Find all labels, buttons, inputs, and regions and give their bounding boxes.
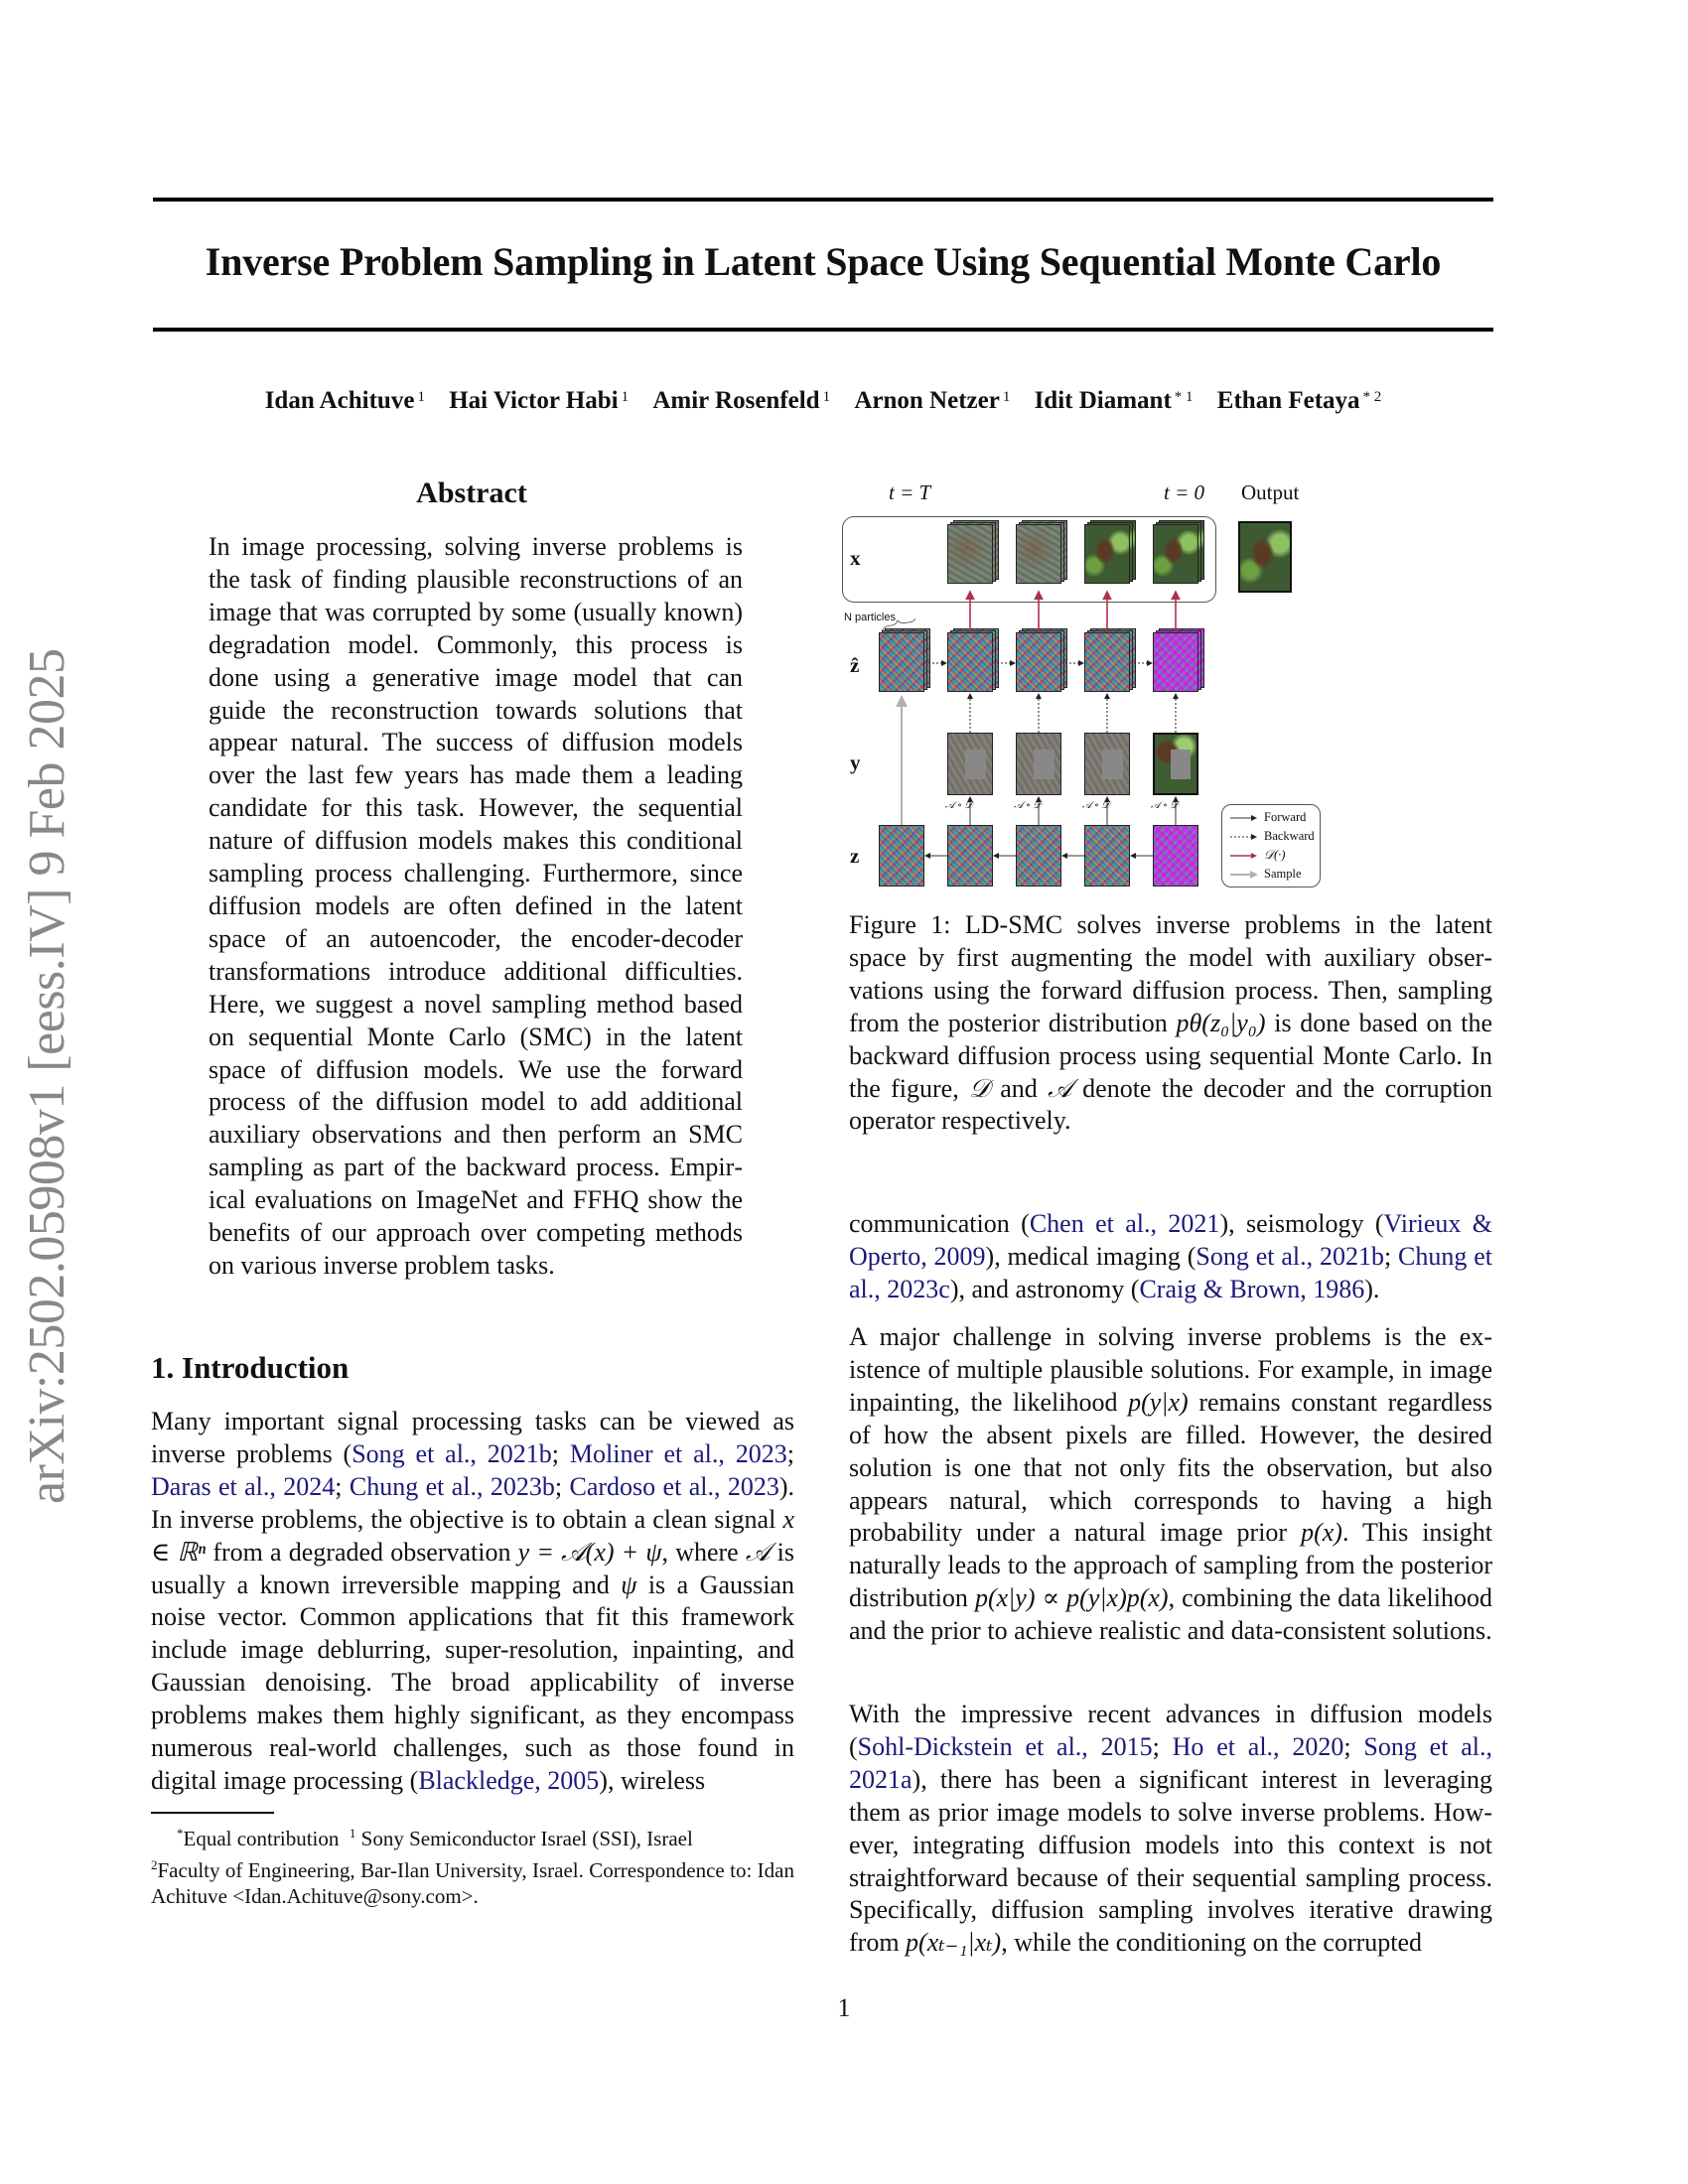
footnote-rule [151, 1812, 274, 1814]
author: Idan Achituve $^1$ [264, 387, 425, 414]
citation-link[interactable]: Cardoso et al., 2023 [569, 1471, 779, 1501]
intro-paragraph-3: With the impressive recent advances in diffusion models (Sohl-Dickstein et al., 2015; Ho et al., 2020; Song et al., 2021a), there has been a significant interest in leveraging them as prior image models to solve inverse problems. However, integrating diffusion models into this context is not straightforward because of their sequential sampling process. Specifically, diffusion sampling involves iterative drawing from p(xₜ₋₁|xₜ), while the conditioning on the corrupted [849, 1700, 1492, 1958]
author-list [153, 385, 1493, 417]
legend-decoder: 𝒟(·) [1230, 847, 1285, 863]
row-label-x: x [850, 546, 861, 570]
citation-link[interactable]: Chung et al., 2023c [849, 1241, 1492, 1303]
math-inline: ψ [621, 1570, 637, 1599]
section-heading-introduction: 1. Introduction [151, 1350, 350, 1385]
row-label-zhat: ẑ [850, 653, 860, 677]
title-bottom-rule [153, 328, 1493, 332]
citation-link[interactable]: Sohl-Dickstein et al., 2015 [857, 1731, 1153, 1761]
citation-link[interactable]: Moliner et al., 2023 [569, 1438, 787, 1468]
legend-sample: Sample [1230, 866, 1302, 882]
output-label: Output [1241, 480, 1300, 504]
operator-label: 𝒜 ∘ 𝒟 [1014, 800, 1042, 811]
author: Hai Victor Habi $^1$ [449, 387, 630, 414]
citation-link[interactable]: Blackledge, 2005 [418, 1765, 600, 1795]
citation-link[interactable]: Song et al., 2021b [352, 1438, 552, 1468]
operator-label: 𝒜 ∘ 𝒟 [1151, 800, 1179, 811]
abstract-heading: Abstract [416, 477, 527, 509]
arxiv-stamp: arXiv:2502.05908v1 [eess.IV] 9 Feb 2025 [19, 648, 75, 1504]
legend-backward: Backward [1230, 828, 1315, 844]
figure-1-caption: Figure 1: LD-SMC solves inverse problems in the latent space by first augmenting the model with auxiliary observations using the forward diffusion process. Then, sampling from the posterior distribution pθ(z₀|y₀) is done based on the backward diffusion process using sequential Monte Carlo. In the figure, 𝒟 and 𝒜 denote the decoder and the corruption operator respectively. [849, 910, 1493, 1136]
time-label-start: t = T [889, 480, 931, 504]
page-number: 1 [837, 1993, 851, 2022]
citation-link[interactable]: Chen et al., 2021 [1029, 1209, 1220, 1238]
abstract-text: In image processing, solving inverse problems is the task of finding plausible reconstructions of an image that was corrupted by some (usually known) degradation model. Commonly, this process is done using a generative image model that can guide the reconstruction towards solutions that appear natural. The success of diffusion models over the last few years has made them a leading candidate for this task. However, the sequential nature of diffusion models makes this conditional sampling process challenging. Furthermore, since diffusion models are often defined in the latent space of an autoencoder, the encoder-decoder transformations introduce additional difficulties. Here, we suggest a novel sampling method based on sequential Monte Carlo (SMC) in the latent space of diffusion models. We use the forward process of the diffusion model to add additional auxiliary observations and then perform an SMC sampling as part of the backward process. Empirical evaluations on ImageNet and FFHQ show the benefits of our approach over competing methods on various inverse problem tasks. [209, 532, 743, 1280]
author: Ethan Fetaya $^{* 2}$ [1216, 387, 1382, 414]
footnote: *Equal contribution $^1$ Sony Semiconductor Israel (SSI), Israel $^2$Faculty of Engineering, Bar-Ilan University, Israel. Correspondence to: Idan Achituve <Idan.Achituve@sony.com>. [151, 1826, 794, 1908]
operator-label: 𝒜 ∘ 𝒟 [1082, 800, 1110, 811]
citation-link[interactable]: Virieux & Operto, 2009 [849, 1209, 1493, 1271]
n-particles-label: N particles [844, 612, 896, 623]
legend-forward: Forward [1230, 809, 1306, 825]
title-top-rule [153, 198, 1493, 202]
row-label-y: y [850, 751, 861, 774]
math-inline: y = 𝒜(x) + ψ [517, 1537, 662, 1567]
author: Amir Rosenfeld $^1$ [652, 387, 831, 414]
author: Idit Diamant $^{* 1}$ [1034, 387, 1194, 414]
operator-label: 𝒜 ∘ 𝒟 [945, 800, 973, 811]
time-label-end: t = 0 [1164, 480, 1205, 504]
citation-link[interactable]: Ho et al., 2020 [1172, 1731, 1344, 1761]
citation-link[interactable]: Craig & Brown, 1986 [1139, 1274, 1365, 1303]
paper-title: Inverse Problem Sampling in Latent Space Using Sequential Monte Carlo [205, 239, 1442, 284]
figure-arrows [834, 467, 1519, 893]
figure-legend [1221, 804, 1321, 887]
citation-link[interactable]: Daras et al., 2024 [151, 1471, 336, 1501]
figure-1-diagram [834, 467, 1519, 893]
citation-link[interactable]: Song et al., 2021b [1196, 1241, 1384, 1271]
citation-link[interactable]: Song et al., 2021a [849, 1731, 1492, 1794]
intro-paragraph-2: A major challenge in solving inverse problems is the existence of multiple plausible solutions. For example, in image inpainting, the likelihood p(y|x) remains constant regardless of how the absent pixels are filled. However, the desired solution is one that not only fits the observation, but also appears natural, which corresponds to having a high probability under a natural image prior p(x). This insight naturally leads to the approach of sampling from the posterior distribution p(x|y) ∝ p(y|x)p(x), combining the data likelihood and the prior to achieve realistic and data-consistent solutions. [849, 1322, 1492, 1646]
citation-link[interactable]: Chung et al., 2023b [349, 1471, 555, 1501]
math-inline: 𝒜 [745, 1537, 771, 1567]
row-label-z: z [850, 844, 860, 868]
intro-paragraph-1: Many important signal processing tasks can be viewed as inverse problems (Song et al., 2021b; Moliner et al., 2023; Daras et al., 2024; Chung et al., 2023b; Cardoso et al., 2023). In inverse problems, the objective is to obtain a clean signal x ∈ ℝⁿ from a degraded observation y = 𝒜(x) + ψ, where 𝒜 is usually a known irreversible mapping and ψ is a Gaussian noise vector. Common applications that fit this framework include image deblurring, super-resolution, inpainting, and Gaussian denoising. The broad applicability of inverse problems makes them highly significant, as they encompass numerous real-world challenges, such as those found in digital image processing (Blackledge, 2005), wireless [151, 1407, 795, 1795]
math-inline: x ∈ ℝⁿ [151, 1504, 794, 1567]
intro-paragraph-1-continued: communication (Chen et al., 2021), seismology (Virieux & Operto, 2009), medical imaging (Song et al., 2021b; Chung et al., 2023c), and astronomy (Craig & Brown, 1986). [849, 1209, 1493, 1303]
author: Arnon Netzer $^1$ [854, 387, 1011, 414]
